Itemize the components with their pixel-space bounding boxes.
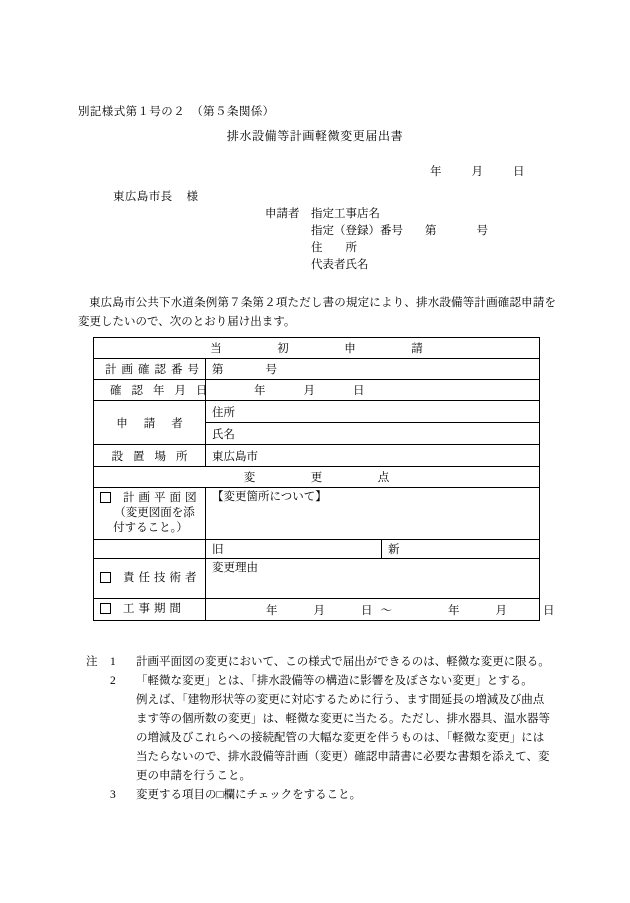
section-initial-label: 当 初 申 請 xyxy=(210,343,445,355)
table-row-confirm-date xyxy=(94,380,540,401)
table-row-period xyxy=(94,599,540,621)
addressee-name: 東広島市長 xyxy=(113,191,173,203)
table-row-engineer xyxy=(94,559,540,599)
addressee-honorific: 様 xyxy=(186,191,199,203)
body-line-2: 請を変更したいので、次のとおり届け出ます。 xyxy=(78,297,557,328)
old-label: 旧 xyxy=(212,544,224,556)
change-reason-cell[interactable] xyxy=(206,559,540,599)
plan-number-label: 計画確認番号 xyxy=(105,364,204,376)
engineer-label: 責任技術者 xyxy=(123,572,201,584)
period-value-cell[interactable] xyxy=(206,599,555,621)
applicant-name-cell[interactable] xyxy=(206,423,540,445)
applicant-label-cell xyxy=(94,401,206,445)
new-label: 新 xyxy=(388,544,400,556)
confirm-date-label-cell xyxy=(94,380,218,401)
notes-mark: 注 xyxy=(86,656,98,668)
period-separator: ～ xyxy=(380,604,392,617)
site-label: 設置場所 xyxy=(111,450,198,463)
engineer-spacer-cell xyxy=(94,540,206,559)
applicant-representative-row xyxy=(265,257,488,274)
submission-date-year: 年 xyxy=(430,166,442,178)
applicant-representative-label: 代表者氏名 xyxy=(311,259,369,271)
period-label-cell[interactable] xyxy=(94,599,206,621)
plan-number-gou: 号 xyxy=(265,364,277,376)
table-row-plan-number xyxy=(94,359,540,380)
plan-drawing-note-line1: （変更図面を添 xyxy=(114,507,195,519)
table-row-site xyxy=(94,445,540,467)
note-2-line-3: ます等の個所数の変更」は、軽微な変更に当たる。ただし、排水器具、温水器等 xyxy=(136,713,550,725)
confirm-date-month: 月 xyxy=(303,385,315,397)
site-value-text: 東広島市 xyxy=(212,450,258,463)
table-row-old-new-header xyxy=(94,540,540,559)
applicant-address-label: 住 所 xyxy=(311,242,357,254)
applicant-label: 申請者 xyxy=(265,208,300,220)
applicant-company-row xyxy=(265,206,488,223)
note-1-line-1: 計画平面図の変更において、この様式で届出ができるのは、軽微な変更に限る。 xyxy=(136,656,550,668)
submission-date-month: 月 xyxy=(471,166,483,178)
plan-drawing-label: 計画平面図 xyxy=(123,492,201,504)
new-label-cell xyxy=(382,540,540,559)
site-label-cell xyxy=(94,445,206,467)
document-title: 排水設備等計画軽微変更届出書 xyxy=(226,129,404,143)
applicant-registration-row xyxy=(265,223,488,240)
change-reason-label: 変更理由 xyxy=(212,562,258,574)
section-initial-application xyxy=(94,338,540,359)
plan-drawing-label-cell[interactable] xyxy=(94,488,206,540)
note-3-number: 3 xyxy=(110,789,116,801)
section-changes-label: 変 更 点 xyxy=(243,472,412,484)
applicant-company-label: 指定工事店名 xyxy=(311,208,380,220)
note-item-2 xyxy=(86,672,562,691)
period-start-month: 月 xyxy=(313,604,325,617)
applicant-registration-dai: 第 xyxy=(425,225,437,237)
table-row-applicant-address xyxy=(94,401,540,423)
confirm-date-fields xyxy=(212,382,365,398)
applicant-registration-label: 指定（登録）番号 xyxy=(311,225,403,237)
checkbox-plan-drawing-icon[interactable] xyxy=(100,492,111,503)
note-3-line-1: 変更する項目の□欄にチェックをすること。 xyxy=(136,789,362,801)
engineer-label-cell[interactable] xyxy=(94,559,206,599)
checkbox-engineer-icon[interactable] xyxy=(100,572,111,583)
confirm-date-value-cell[interactable] xyxy=(206,380,540,401)
applicant-row-label: 申請者 xyxy=(116,417,199,430)
notes-section xyxy=(86,653,562,805)
table-row-initial-header xyxy=(94,338,540,359)
period-end-year: 年 xyxy=(448,604,460,617)
plan-drawing-note-line2: 付すること。） xyxy=(113,522,188,534)
note-1-number: 1 xyxy=(110,656,116,668)
confirm-date-day: 日 xyxy=(353,385,365,397)
period-start-year: 年 xyxy=(266,604,278,617)
body-paragraph xyxy=(78,294,556,332)
note-2-continuation xyxy=(136,691,562,786)
applicant-registration-gou: 号 xyxy=(476,225,488,237)
application-change-table xyxy=(93,337,555,621)
plan-number-label-cell xyxy=(94,359,206,380)
form-code: 別記様式第１号の２ （第５条関係） xyxy=(78,106,275,118)
section-changes xyxy=(94,467,540,488)
period-label: 工事期間 xyxy=(123,603,185,615)
applicant-address-cell[interactable] xyxy=(206,401,540,423)
checkbox-period-icon[interactable] xyxy=(100,603,111,614)
note-2-line-2: 例えば、「建物形状等の変更に対応するために行う、ます間延長の増減及び曲点 xyxy=(136,694,545,706)
site-value-cell[interactable] xyxy=(206,445,540,467)
applicant-address-text: 住所 xyxy=(212,406,235,419)
note-item-1 xyxy=(86,653,562,672)
submission-date-day: 日 xyxy=(513,166,525,178)
confirm-date-label: 確認年月日 xyxy=(110,385,218,397)
note-item-3 xyxy=(86,786,562,805)
period-end-month: 月 xyxy=(495,604,507,617)
period-start-day: 日 xyxy=(361,604,373,617)
table-row-changes-header xyxy=(94,467,540,488)
note-2-line-5: 当たらないので、排水設備等計画（変更）確認申請書に必要な書類を添えて、変 xyxy=(136,751,550,763)
change-location-cell[interactable] xyxy=(206,488,540,540)
table-row-plan-drawing xyxy=(94,488,540,540)
applicant-name-text: 氏名 xyxy=(212,428,235,441)
period-end-day: 日 xyxy=(543,604,555,617)
submission-date-line xyxy=(430,163,525,179)
note-2-number: 2 xyxy=(110,675,116,687)
note-2-line-6: 更の申請を行うこと。 xyxy=(136,770,251,782)
addressee xyxy=(113,188,198,204)
note-2-line-4: の増減及びこれらへの接続配管の大幅な変更を伴うものは、「軽微な変更」には xyxy=(136,732,545,744)
note-2-line-1: 「軽微な変更」とは、「排水設備等の構造に影響を及ぼさない変更」とする。 xyxy=(136,675,533,687)
body-line-1: 東広島市公共下水道条例第７条第２項ただし書の規定により、排水設備等計画確認申 xyxy=(89,297,533,309)
change-location-header: 【変更箇所について】 xyxy=(212,491,327,503)
old-label-cell xyxy=(206,540,382,559)
applicant-block xyxy=(265,206,488,274)
confirm-date-year: 年 xyxy=(254,385,266,397)
plan-number-dai: 第 xyxy=(212,364,224,376)
plan-number-value-cell[interactable] xyxy=(206,359,540,380)
applicant-address-row xyxy=(265,240,488,257)
